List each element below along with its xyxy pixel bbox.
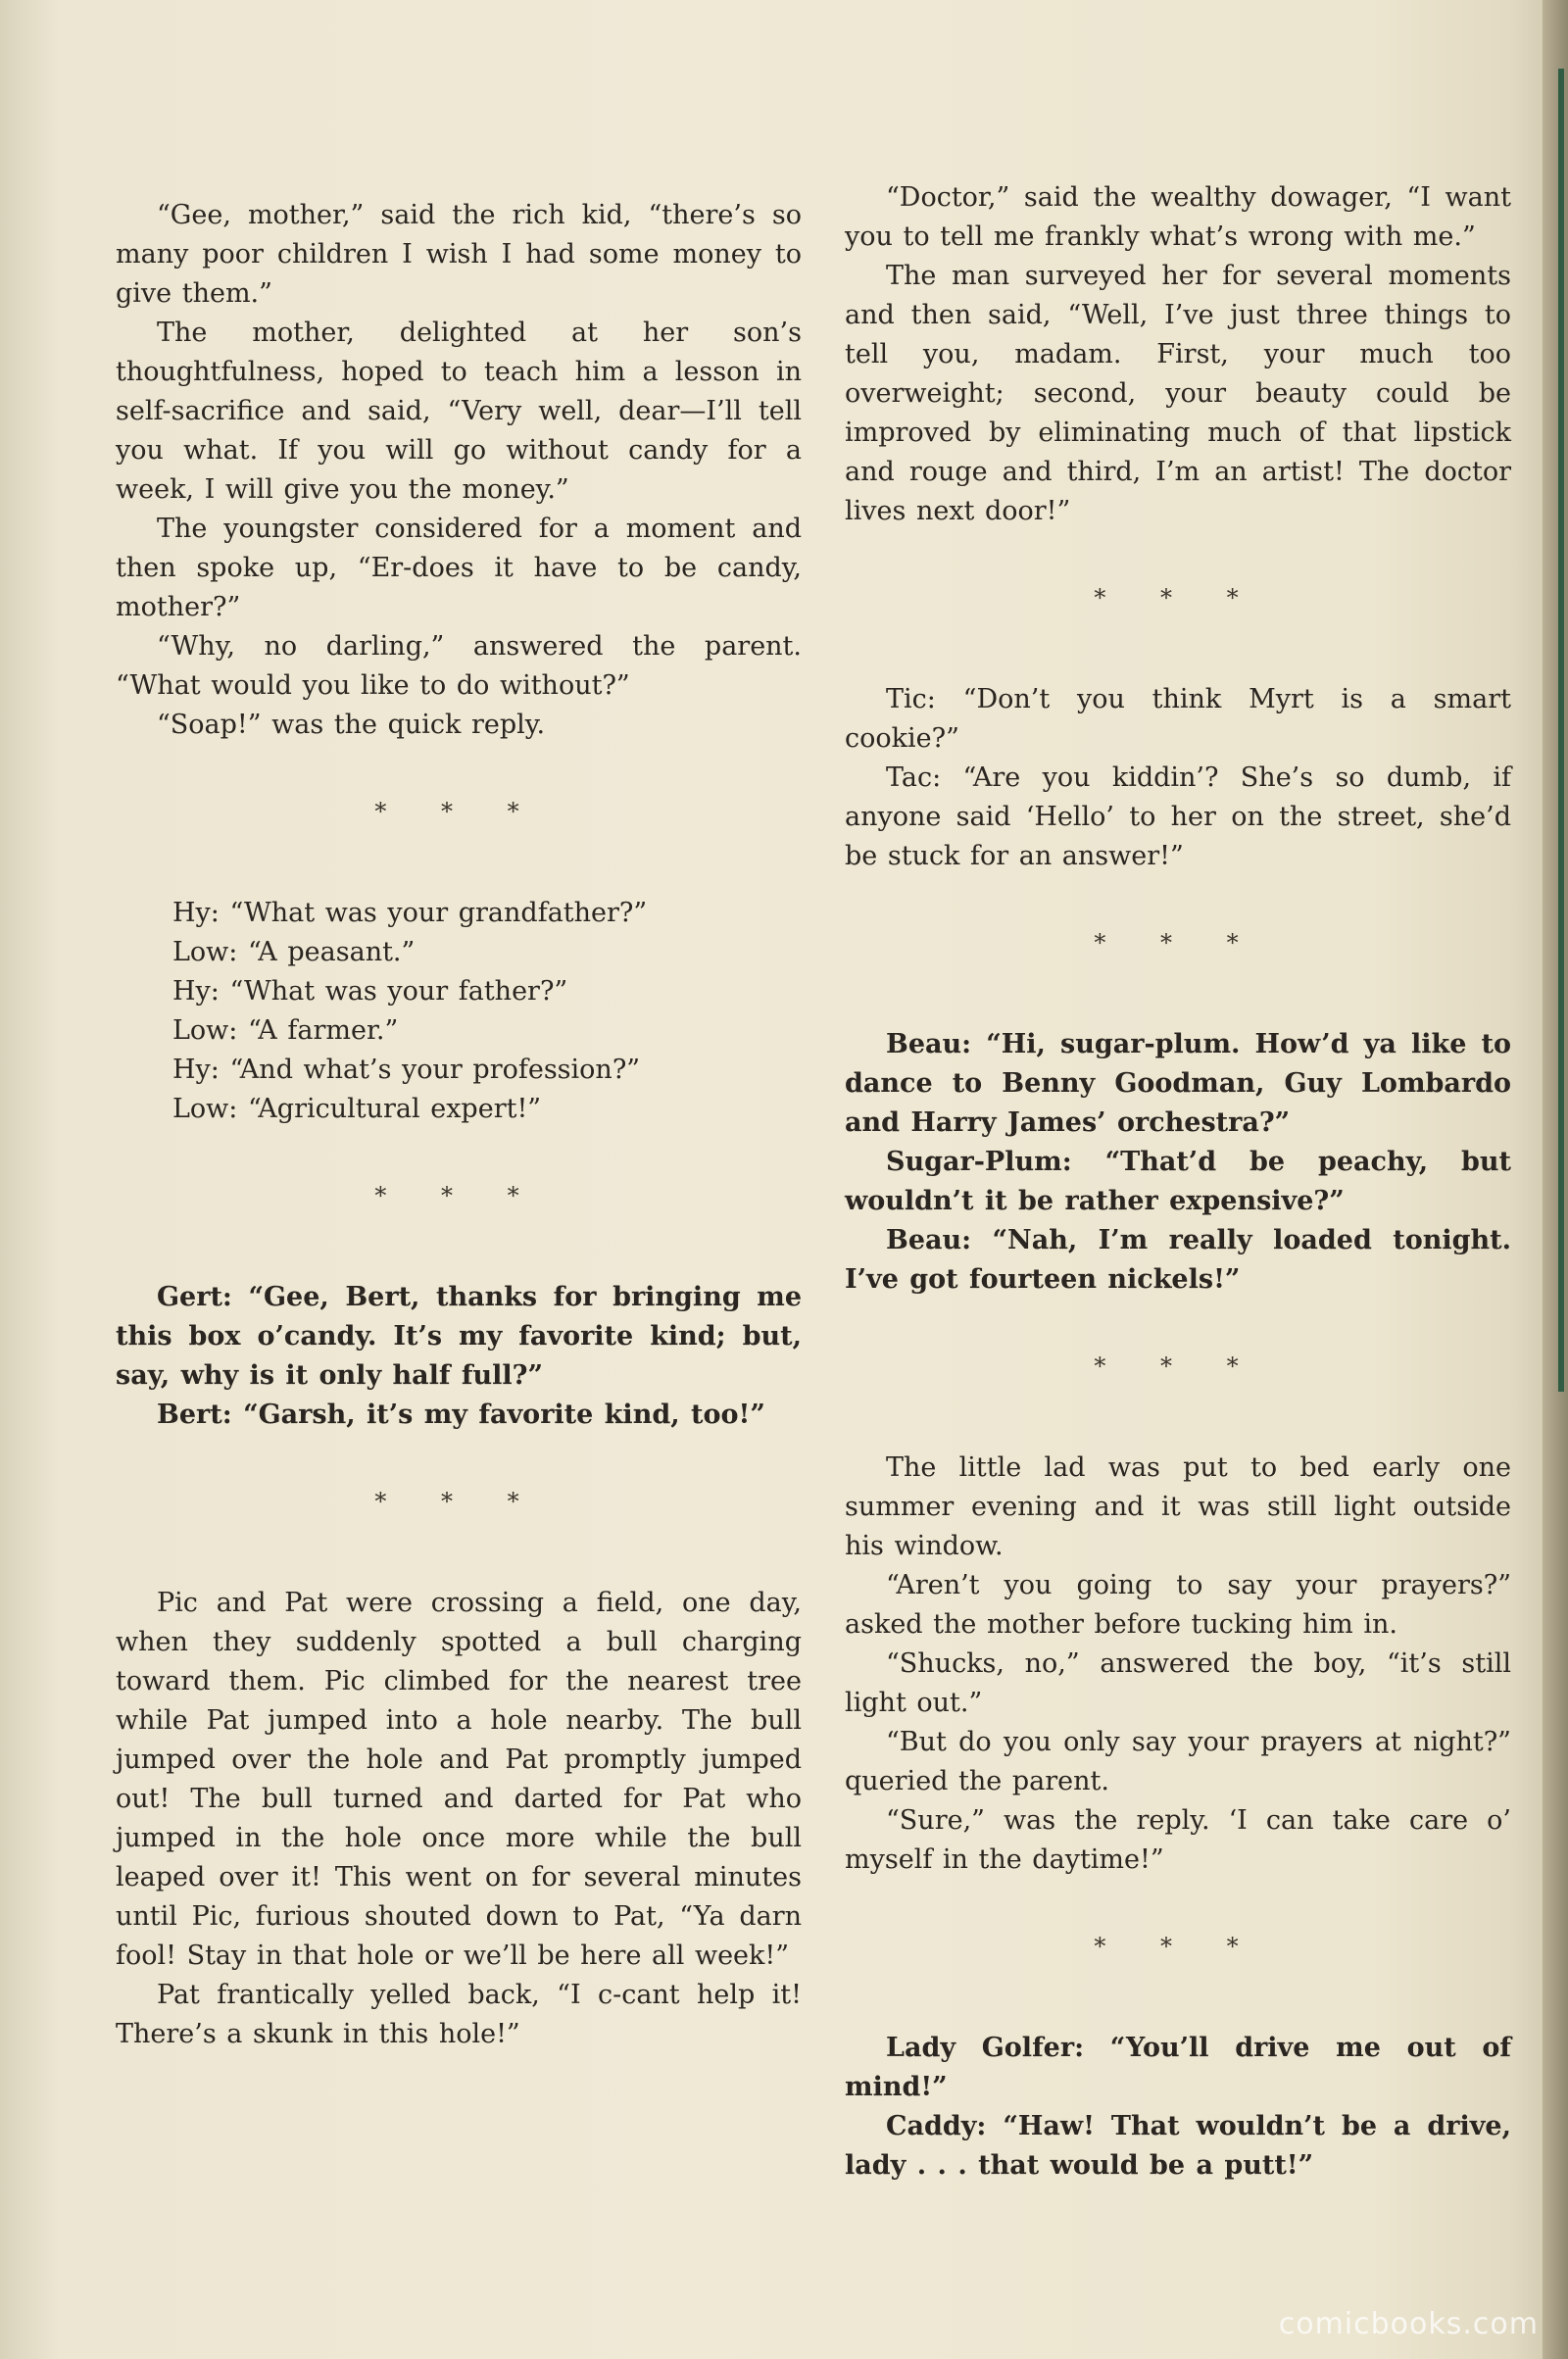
joke-gert-bert <box>116 1278 802 1435</box>
joke-doctor <box>845 178 1511 531</box>
paragraph: Bert: “Garsh, it’s my favorite kind, too!” <box>157 1400 765 1430</box>
paragraph: Lady Golfer: “You’ll drive me out of mind!” <box>845 2033 1511 2102</box>
paragraph: Tac: “Are you kiddin’? She’s so dumb, if anyone said ‘Hello’ to her on the street, she’d be stuck for an answer!” <box>845 762 1511 871</box>
dialogue-line: Low: “A peasant.” <box>172 937 416 967</box>
separator: * * * <box>374 1488 543 1515</box>
joke-pic-pat <box>116 1584 802 2054</box>
separator: * * * <box>374 798 543 825</box>
joke-rich-kid <box>116 196 802 745</box>
joke-lady-golfer <box>845 2029 1511 2186</box>
separator: * * * <box>1094 1352 1262 1380</box>
paragraph: “Shucks, no,” answered the boy, “it’s still light out.” <box>845 1648 1511 1718</box>
paragraph: “Sure,” was the reply. ‘I can take care o’ myself in the daytime!” <box>845 1805 1511 1875</box>
watermark: comicbooks.com <box>1278 2307 1539 2341</box>
separator: * * * <box>1094 929 1262 957</box>
paragraph: “Why, no darling,” answered the parent. “What would you like to do without?” <box>116 631 802 701</box>
binding-stripe <box>1558 69 1564 1392</box>
dialogue-line: Hy: “What was your grandfather?” <box>172 898 648 928</box>
paragraph: The man surveyed her for several moments and then said, “Well, I’ve just three things to tell you, madam. First, your much too overweight; second, your beauty could be improved by eliminating much of that lipstick and rouge and third, I’m an artist! The doctor lives next door!” <box>845 261 1511 526</box>
paragraph: “But do you only say your prayers at night?” queried the parent. <box>845 1727 1511 1796</box>
paragraph: Beau: “Nah, I’m really loaded tonight. I’ve got fourteen nickels!” <box>845 1225 1511 1295</box>
paragraph: The youngster considered for a moment and then spoke up, “Er-does it have to be candy, mother?” <box>116 514 802 622</box>
paragraph: The mother, delighted at her son’s thoughtfulness, hoped to teach him a lesson in self-sacrifice and said, “Very well, dear—I’ll tell you what. If you will go without candy for a week, I will give you the money.” <box>116 318 802 505</box>
paragraph: “Aren’t you going to say your prayers?” asked the mother before tucking him in. <box>845 1570 1511 1640</box>
separator: * * * <box>374 1182 543 1209</box>
dialogue-line: Low: “Agricultural expert!” <box>172 1094 542 1124</box>
joke-tic-tac <box>845 680 1511 876</box>
paragraph: Beau: “Hi, sugar-plum. How’d ya like to dance to Benny Goodman, Guy Lombardo and Harry James’ orchestra?” <box>845 1029 1511 1138</box>
paragraph: The little lad was put to bed early one summer evening and it was still light outside his window. <box>845 1452 1511 1561</box>
paragraph: Pic and Pat were crossing a field, one day, when they suddenly spotted a bull charging toward them. Pic climbed for the nearest tree while Pat jumped into a hole nearby. The bull jumped over the hole and Pat promptly jumped out! The bull turned and darted for Pat who jumped in the hole once more while the bull leaped over it! This went on for several minutes until Pic, furious shouted down to Pat, “Ya darn fool! Stay in that hole or we’ll be here all week!” <box>116 1588 802 1971</box>
paragraph: Caddy: “Haw! That wouldn’t be a drive, lady . . . that would be a putt!” <box>845 2111 1511 2181</box>
separator: * * * <box>1094 1933 1262 1960</box>
joke-little-lad <box>845 1449 1511 1880</box>
paragraph: “Gee, mother,” said the rich kid, “there’s so many poor children I wish I had some money to give them.” <box>116 200 802 309</box>
joke-hy-low <box>116 894 802 1129</box>
paragraph: Sugar-Plum: “That’d be peachy, but wouldn’t it be rather expensive?” <box>845 1147 1511 1216</box>
page-binding-edge <box>1543 0 1568 2359</box>
separator: * * * <box>1094 584 1262 612</box>
paragraph: Gert: “Gee, Bert, thanks for bringing me this box o’candy. It’s my favorite kind; but, say, why is it only half full?” <box>116 1282 802 1391</box>
paragraph: “Soap!” was the quick reply. <box>157 710 546 740</box>
dialogue-line: Hy: “And what’s your profession?” <box>172 1055 641 1085</box>
right-column <box>845 178 1511 2186</box>
dialogue-line: Hy: “What was your father?” <box>172 976 568 1007</box>
paragraph: “Doctor,” said the wealthy dowager, “I want you to tell me frankly what’s wrong with me.” <box>845 182 1511 252</box>
left-column <box>116 196 802 2054</box>
joke-beau-sugarplum <box>845 1025 1511 1300</box>
paragraph: Pat frantically yelled back, “I c-cant help it! There’s a skunk in this hole!” <box>116 1980 802 2049</box>
dialogue-line: Low: “A farmer.” <box>172 1015 399 1046</box>
paragraph: Tic: “Don’t you think Myrt is a smart cookie?” <box>845 684 1511 754</box>
